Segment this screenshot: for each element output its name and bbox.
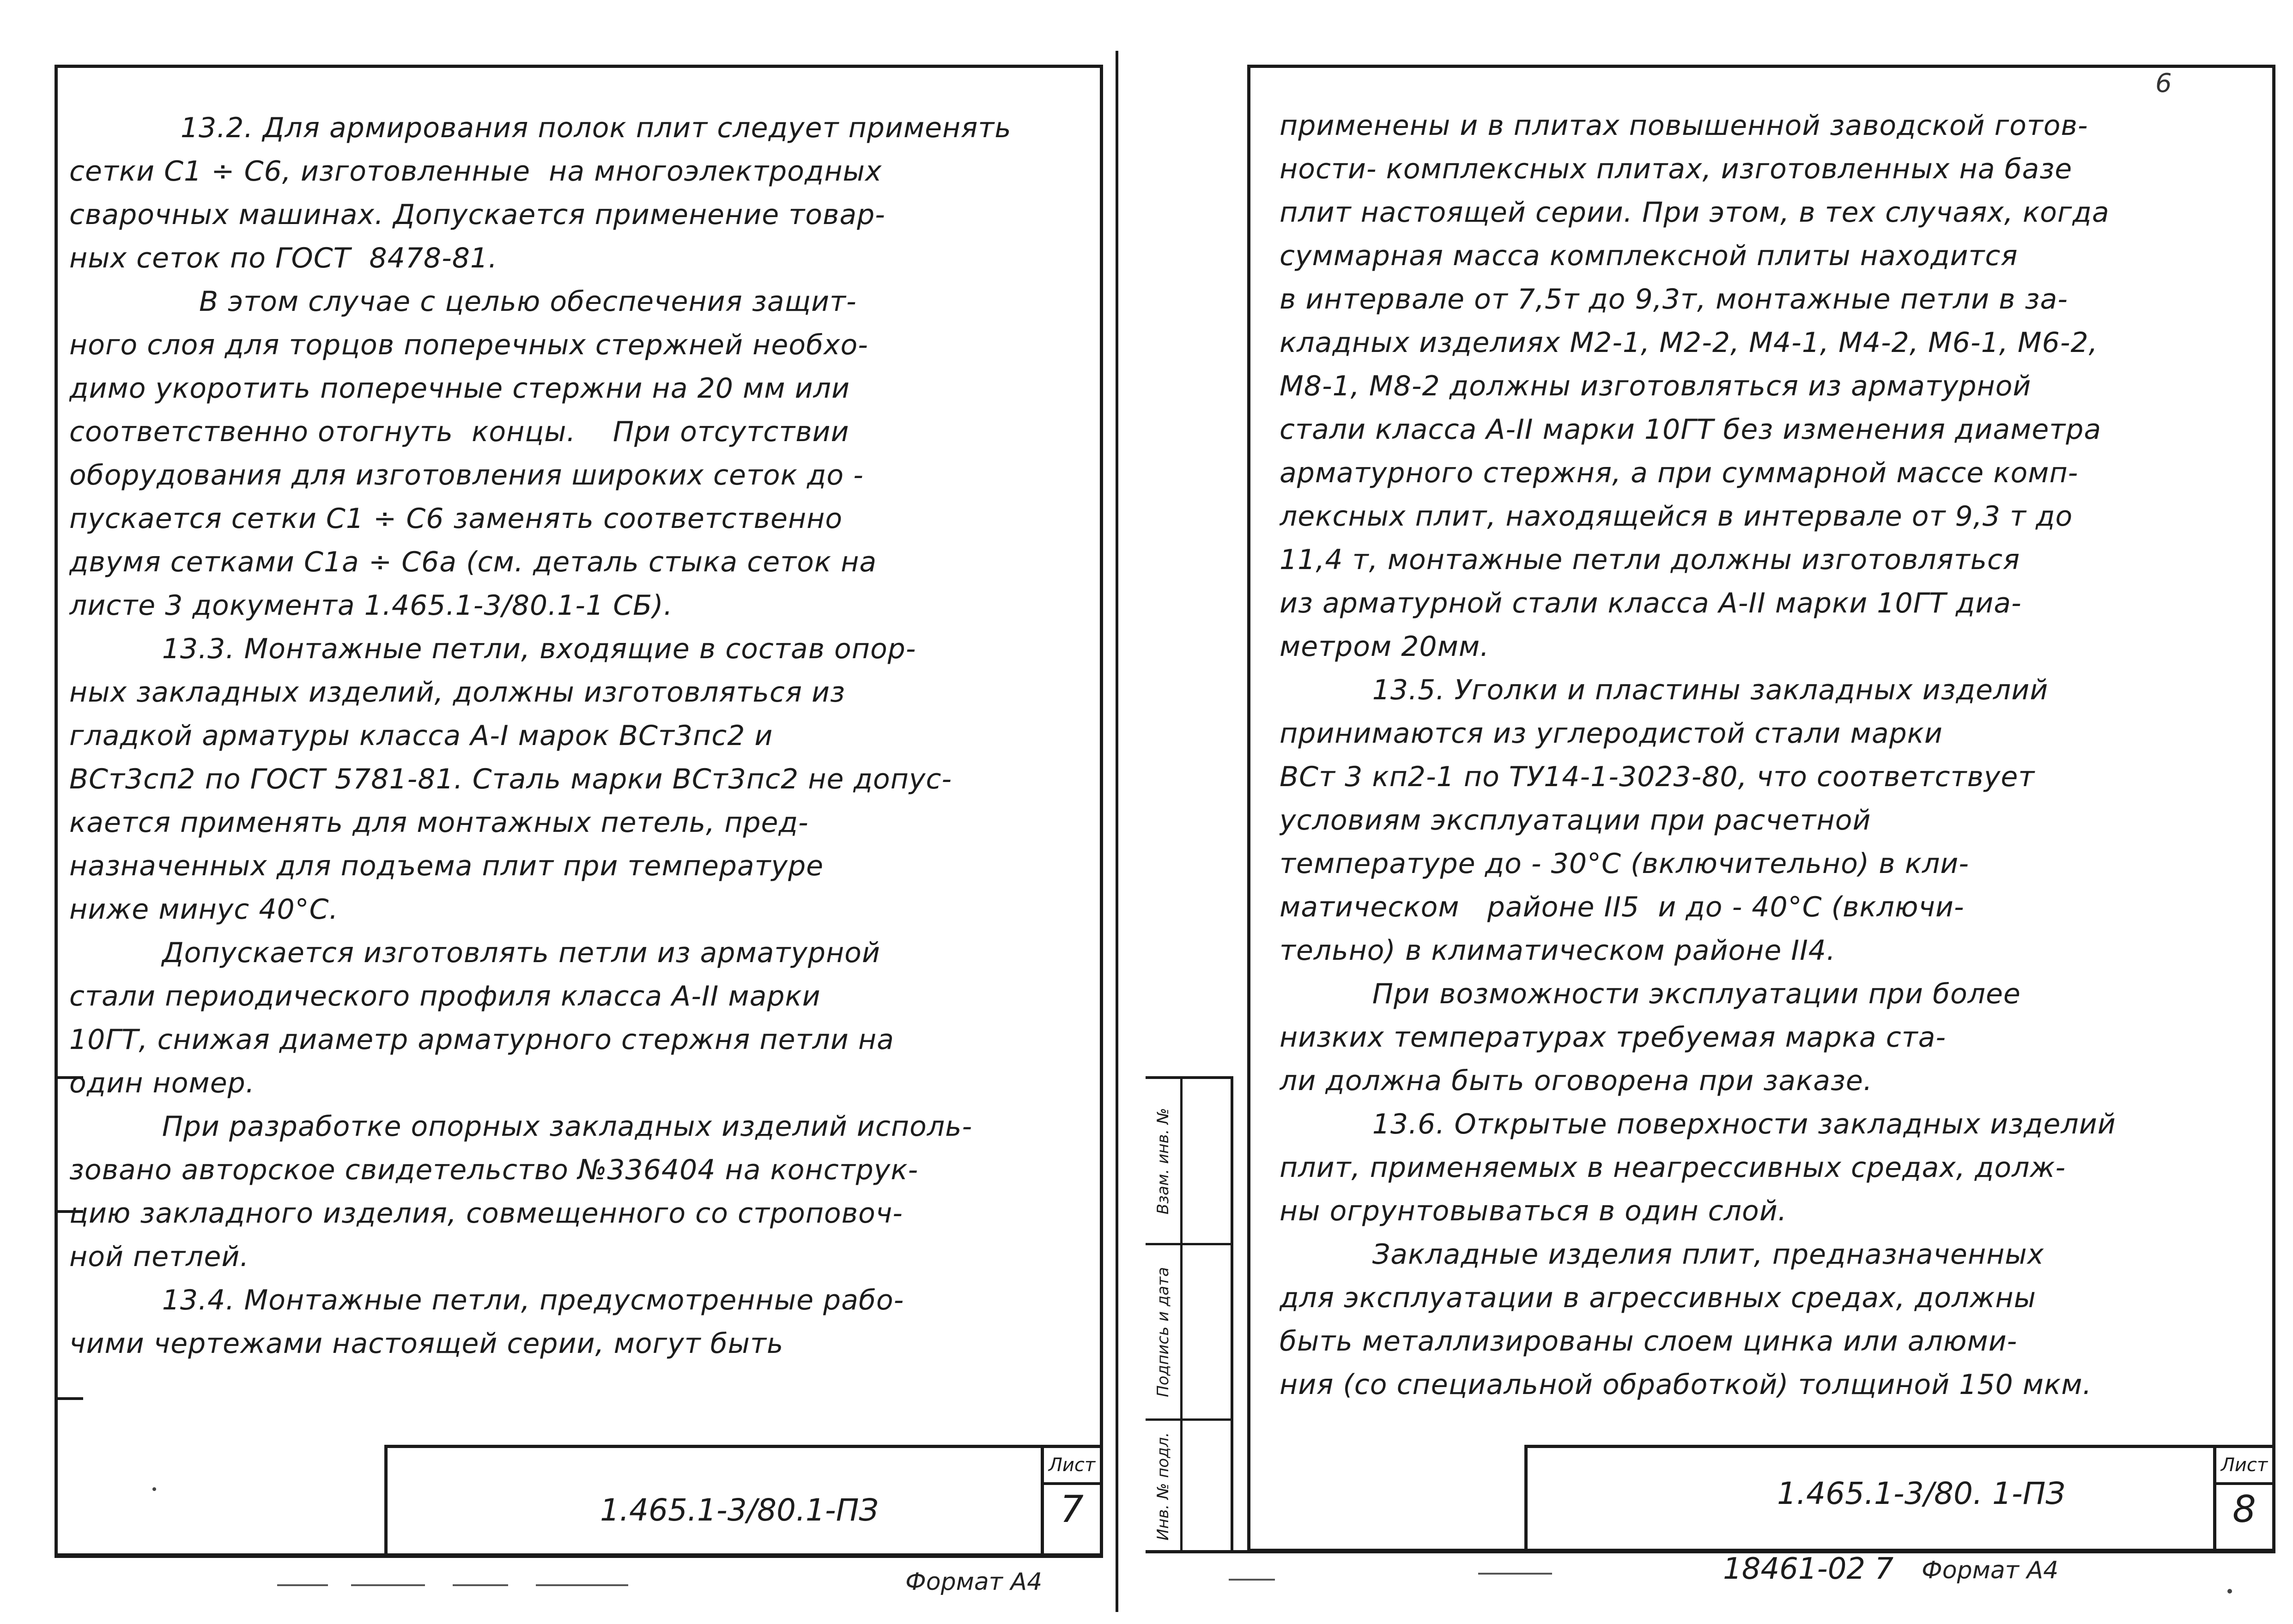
text-line: низких температурах требуемая марка ста- bbox=[1280, 1021, 1947, 1054]
scan-artifact bbox=[351, 1584, 425, 1586]
left-title-block bbox=[384, 1445, 1103, 1557]
text-line: температуре до - 30°С (включительно) в кли- bbox=[1280, 848, 1969, 880]
text-line: ВСт3сп2 по ГОСТ 5781-81. Сталь марки ВСт3пс2 не допус- bbox=[69, 763, 952, 795]
text-line: ниже минус 40°С. bbox=[69, 893, 339, 926]
text-line: в интервале от 7,5т до 9,3т, монтажные петли в за- bbox=[1280, 283, 2068, 315]
text-line: ных закладных изделий, должны изготовляться из bbox=[69, 676, 845, 709]
text-line: оборудования для изготовления широких сеток до - bbox=[69, 459, 864, 491]
sheet-number-cell bbox=[2213, 1448, 2272, 1549]
approval-stamp-column bbox=[1146, 1076, 1233, 1552]
text-line: 13.6. Открытые поверхности закладных изделий bbox=[1280, 1108, 2116, 1140]
text-line: димо укоротить поперечные стержни на 20 мм или bbox=[69, 372, 850, 405]
text-line: листе 3 документа 1.465.1-3/80.1-1 СБ). bbox=[69, 589, 673, 622]
bottom-rule bbox=[55, 1555, 1103, 1558]
text-line: В этом случае с целью обеспечения защит- bbox=[69, 285, 857, 318]
sheet-number: 8 bbox=[2232, 1488, 2256, 1531]
text-line: стали периодического профиля класса А-II марки bbox=[69, 980, 821, 1012]
text-line: ны огрунтовываться в один слой. bbox=[1280, 1195, 1787, 1227]
format-label: Формат А4 bbox=[1922, 1557, 2059, 1584]
text-line: принимаются из углеродистой стали марки bbox=[1280, 717, 1943, 750]
text-line: кладных изделиях М2-1, М2-2, М4-1, М4-2, М6-1, М6-2, bbox=[1280, 327, 2098, 359]
handwritten-page-mark: 6 bbox=[2155, 68, 2172, 98]
text-line: сетки С1 ÷ С6, изготовленные на многоэлектродных bbox=[69, 155, 882, 188]
left-page-body-text bbox=[69, 106, 1086, 1365]
text-line: пускается сетки С1 ÷ С6 заменять соответственно bbox=[69, 503, 843, 535]
text-line: матическом районе II5 и до - 40°С (включи- bbox=[1280, 891, 1965, 923]
scan-artifact bbox=[1478, 1573, 1552, 1575]
text-line: ВСт 3 кп2-1 по ТУ14-1-3023-80, что соответствует bbox=[1280, 761, 2035, 793]
text-line: условиям эксплуатации при расчетной bbox=[1280, 804, 1871, 836]
text-line: гладкой арматуры класса А-I марок ВСт3пс2 и bbox=[69, 720, 773, 752]
text-line: из арматурной стали класса А-II марки 10ГТ диа- bbox=[1280, 587, 2022, 619]
text-line: плит настоящей серии. При этом, в тех случаях, когда bbox=[1280, 196, 2110, 229]
text-line: суммарная масса комплексной плиты находится bbox=[1280, 240, 2018, 272]
text-line: назначенных для подъема плит при температуре bbox=[69, 850, 824, 882]
text-line: применены и в плитах повышенной заводской готов- bbox=[1280, 109, 2088, 142]
scan-artifact bbox=[1229, 1579, 1275, 1581]
scan-artifact bbox=[152, 1487, 156, 1491]
text-line: 13.2. Для армирования полок плит следует применять bbox=[69, 112, 1012, 144]
document-code: 1.465.1-3/80.1-ПЗ bbox=[600, 1492, 879, 1528]
text-line: цию закладного изделия, совмещенного со строповоч- bbox=[69, 1197, 903, 1230]
format-label: Формат А4 bbox=[905, 1568, 1043, 1596]
text-line: ных сеток по ГОСТ 8478-81. bbox=[69, 242, 498, 274]
document-code: 1.465.1-3/80. 1-ПЗ bbox=[1777, 1476, 2065, 1511]
text-line: кается применять для монтажных петель, пред- bbox=[69, 806, 809, 839]
text-line: 10ГТ, снижая диаметр арматурного стержня петли на bbox=[69, 1024, 894, 1056]
sheet-label: Лист bbox=[2216, 1450, 2272, 1485]
stamp-signature-date: Подпись и дата bbox=[1146, 1245, 1183, 1421]
text-line: 13.5. Уголки и пластины закладных изделий bbox=[1280, 674, 2049, 706]
sheet-number-cell bbox=[1041, 1448, 1100, 1553]
right-page-body-text bbox=[1280, 104, 2259, 1406]
archive-number: 18461-02 7 bbox=[1723, 1552, 1894, 1586]
sheet-label: Лист bbox=[1044, 1450, 1100, 1485]
text-line: метром 20мм. bbox=[1280, 630, 1490, 663]
text-line: ли должна быть оговорена при заказе. bbox=[1280, 1065, 1873, 1097]
text-line: 11,4 т, монтажные петли должны изготовляться bbox=[1280, 544, 2020, 576]
text-line: Закладные изделия плит, предназначенных bbox=[1280, 1238, 2044, 1271]
margin-tick bbox=[55, 1397, 83, 1400]
text-line: При возможности эксплуатации при более bbox=[1280, 978, 2021, 1010]
text-line: ной петлей. bbox=[69, 1241, 249, 1273]
text-line: сварочных машинах. Допускается применение товар- bbox=[69, 199, 886, 231]
text-line: М8-1, М8-2 должны изготовляться из арматурной bbox=[1280, 370, 2032, 402]
stamp-field bbox=[1183, 1079, 1231, 1245]
text-line: ности- комплексных плитах, изготовленных на базе bbox=[1280, 153, 2073, 185]
sheet-number: 7 bbox=[1060, 1488, 1084, 1531]
text-line: плит, применяемых в неагрессивных средах, долж- bbox=[1280, 1151, 2066, 1184]
text-line: для эксплуатации в агрессивных средах, должны bbox=[1280, 1282, 2036, 1314]
text-line: арматурного стержня, а при суммарной массе комп- bbox=[1280, 457, 2079, 489]
text-line: соответственно отогнуть концы. При отсутствии bbox=[69, 416, 849, 448]
text-line: При разработке опорных закладных изделий исполь- bbox=[69, 1110, 973, 1143]
scan-artifact bbox=[536, 1584, 628, 1586]
text-line: Допускается изготовлять петли из арматурной bbox=[69, 937, 880, 969]
text-line: ного слоя для торцов поперечных стержней необхо- bbox=[69, 329, 868, 361]
text-line: зовано авторское свидетельство №336404 на конструк- bbox=[69, 1154, 919, 1186]
text-line: стали класса А-II марки 10ГТ без изменения диаметра bbox=[1280, 413, 2102, 446]
text-line: 13.4. Монтажные петли, предусмотренные рабо- bbox=[69, 1284, 904, 1316]
text-line: один номер. bbox=[69, 1067, 255, 1099]
stamp-field bbox=[1183, 1245, 1231, 1421]
text-line: тельно) в климатическом районе II4. bbox=[1280, 934, 1836, 967]
scan-artifact bbox=[453, 1584, 508, 1586]
scan-artifact bbox=[277, 1584, 328, 1586]
text-line: двумя сетками С1а ÷ С6а (см. деталь стыка сеток на bbox=[69, 546, 877, 578]
scan-artifact bbox=[2227, 1589, 2232, 1594]
text-line: чими чертежами настоящей серии, могут быть bbox=[69, 1327, 784, 1360]
text-line: быть металлизированы слоем цинка или алюми- bbox=[1280, 1325, 2018, 1357]
text-line: 13.3. Монтажные петли, входящие в состав опор- bbox=[69, 633, 916, 665]
right-title-block bbox=[1524, 1445, 2275, 1552]
text-line: ния (со специальной обработкой) толщиной 150 мкм. bbox=[1280, 1369, 2092, 1401]
text-line: лексных плит, находящейся в интервале от 9,3 т до bbox=[1280, 500, 2073, 533]
bottom-rule bbox=[1146, 1550, 2275, 1553]
stamp-replaces-inv: Взам. инв. № bbox=[1146, 1079, 1183, 1245]
stamp-inv-original: Инв. № подл. bbox=[1146, 1421, 1183, 1552]
